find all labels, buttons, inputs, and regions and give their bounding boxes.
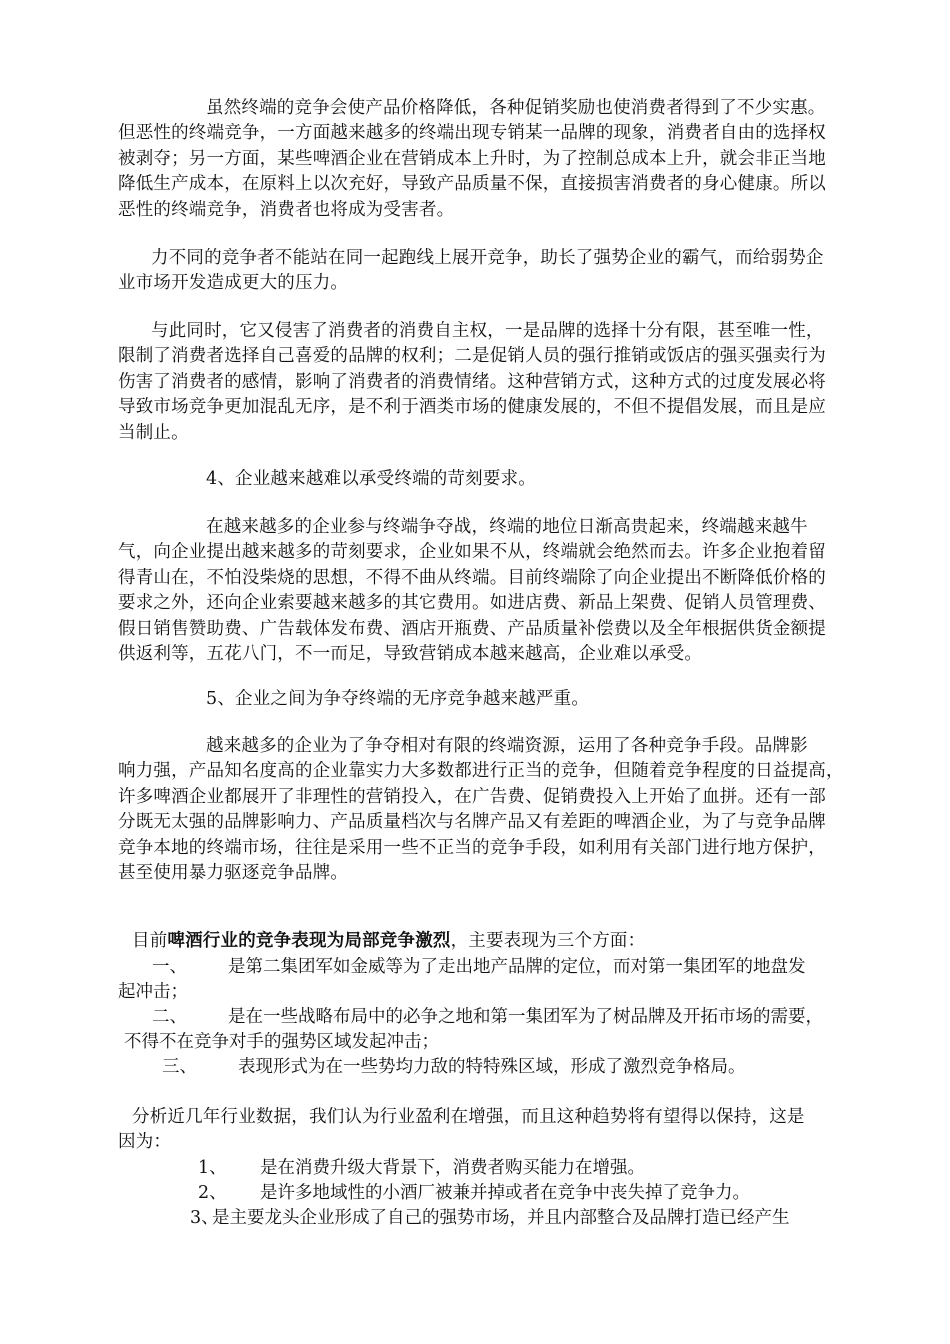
section-heading-4 bbox=[118, 467, 860, 492]
text-line: 业市场开发造成更大的压力。 bbox=[118, 273, 349, 294]
text-line: 当制止。 bbox=[118, 422, 189, 443]
list-item-1-text: 是第二集团军如金威等为了走出地产品牌的定位，而对第一集团军的地盘发 bbox=[228, 957, 806, 977]
section-heading-5 bbox=[118, 687, 860, 712]
text-prefix: 目前 bbox=[132, 931, 168, 951]
text-line: 甚至使用暴力驱逐竞争品牌。 bbox=[118, 863, 349, 884]
numbered-item-2-text: 是许多地域性的小酒厂被兼并掉或者在竞争中丧失掉了竞争力。 bbox=[260, 1183, 750, 1203]
bold-emphasis: 啤酒行业的竞争表现为局部竞争激烈 bbox=[167, 931, 451, 951]
text-line: 响力强，产品知名度高的企业靠实力大多数都进行正当的竞争，但随着竞争程度的日益提高， bbox=[118, 761, 844, 782]
text-line: 但恶性的终端竞争，一方面越来越多的终端出现专销某一品牌的现象，消费者自由的选择权 bbox=[118, 123, 826, 144]
text-line: 许多啤酒企业都展开了非理性的营销投入，在广告费、促销费投入上开始了血拼。还有一部 bbox=[118, 786, 826, 807]
list-item-3-number: 三、 bbox=[162, 1057, 197, 1077]
list-item-2-text: 是在一些战略布局中的必争之地和第一集团军为了树品牌及开拓市场的需要， bbox=[228, 1007, 823, 1027]
numbered-item-1-number: 1、 bbox=[198, 1158, 227, 1178]
heading-text: 5、企业之间为争夺终端的无序竞争越来越严重。 bbox=[206, 689, 590, 709]
list-item-2-text-cont: 不得不在竞争对手的强势区域发起冲击； bbox=[124, 1032, 439, 1052]
text-line: 被剥夺；另一方面，某些啤酒企业在营销成本上升时，为了控制总成本上升，就会非正当地 bbox=[118, 148, 826, 169]
text-line bbox=[132, 929, 874, 954]
text-line: 在越来越多的企业参与终端争夺战，终端的地位日渐高贵起来，终端越来越牛 bbox=[206, 517, 808, 537]
paragraph-4 bbox=[118, 515, 860, 667]
numbered-item-3-number: 3、 bbox=[190, 1208, 219, 1228]
text-line: 竞争本地的终端市场，往往是采用一些不正当的竞争手段，如利用有关部门进行地方保护， bbox=[118, 837, 826, 858]
text-line: 力不同的竞争者不能站在同一起跑线上展开竞争，助长了强势企业的霸气，而给弱势企 bbox=[151, 248, 824, 268]
paragraph-6 bbox=[132, 929, 874, 954]
paragraph-1 bbox=[118, 96, 860, 223]
numbered-item-1-text: 是在消费升级大背景下，消费者购买能力在增强。 bbox=[260, 1158, 645, 1178]
numbered-item-2-number: 2、 bbox=[198, 1183, 227, 1203]
text-line: 分既无太强的品牌影响力、产品质量档次与名牌产品又有差距的啤酒企业，为了与竞争品牌 bbox=[118, 812, 826, 833]
text-line: 限制了消费者选择自己喜爱的品牌的权利；二是促销人员的强行推销或饭店的强买强卖行为 bbox=[118, 346, 826, 367]
paragraph-7 bbox=[118, 1105, 860, 1156]
text-line: 供返利等，五花八门，不一而足，导致营销成本越来越高，企业难以承受。 bbox=[118, 644, 703, 665]
text-line: 要求之外，还向企业索要越来越多的其它费用。如进店费、新品上架费、促销人员管理费、 bbox=[118, 593, 826, 614]
text-line: 气，向企业提出越来越多的苛刻要求，企业如果不从，终端就会绝然而去。许多企业抱着留 bbox=[118, 542, 826, 563]
text-line: 虽然终端的竞争会使产品价格降低，各种促销奖励也使消费者得到了不少实惠。 bbox=[206, 98, 826, 118]
list-item-3-text: 表现形式为在一些势均力敌的特特殊区域，形成了激烈竞争格局。 bbox=[238, 1057, 746, 1077]
text-line: 假日销售赞助费、广告载体发布费、酒店开瓶费、产品质量补偿费以及全年根据供货金额提 bbox=[118, 618, 826, 639]
text-line: 得青山在，不怕没柴烧的思想，不得不曲从终端。目前终端除了向企业提出不断降低价格的 bbox=[118, 567, 826, 588]
text-line: 越来越多的企业为了争夺相对有限的终端资源，运用了各种竞争手段。品牌影 bbox=[206, 736, 808, 756]
heading-text: 4、企业越来越难以承受终端的苛刻要求。 bbox=[206, 469, 536, 489]
text-suffix: ，主要表现为三个方面： bbox=[450, 931, 646, 951]
text-line: 分析近几年行业数据，我们认为行业盈利在增强，而且这种趋势将有望得以保持，这是 bbox=[132, 1107, 805, 1127]
text-line: 导致市场竞争更加混乱无序，是不利于酒类市场的健康发展的，不但不提倡发展，而且是应 bbox=[118, 397, 826, 418]
text-line: 伤害了消费者的感情，影响了消费者的消费情绪。这种营销方式，这种方式的过度发展必将 bbox=[118, 371, 826, 392]
list-item-2-number: 二、 bbox=[152, 1007, 187, 1027]
paragraph-2 bbox=[118, 246, 860, 297]
text-line: 恶性的终端竞争，消费者也将成为受害者。 bbox=[118, 199, 455, 220]
list-item-1-number: 一、 bbox=[152, 957, 187, 977]
text-line: 与此同时，它又侵害了消费者的消费自主权，一是品牌的选择十分有限，甚至唯一性， bbox=[151, 321, 824, 341]
text-line: 降低生产成本，在原料上以次充好，导致产品质量不保，直接损害消费者的身心健康。所以 bbox=[118, 174, 826, 195]
paragraph-5 bbox=[118, 734, 860, 886]
list-item-1-text-cont: 起冲击； bbox=[118, 982, 188, 1002]
numbered-item-3-text: 是主要龙头企业形成了自己的强势市场，并且内部整合及品牌打造已经产生 bbox=[212, 1208, 790, 1228]
paragraph-3 bbox=[118, 319, 860, 446]
text-line: 因为： bbox=[118, 1132, 172, 1153]
